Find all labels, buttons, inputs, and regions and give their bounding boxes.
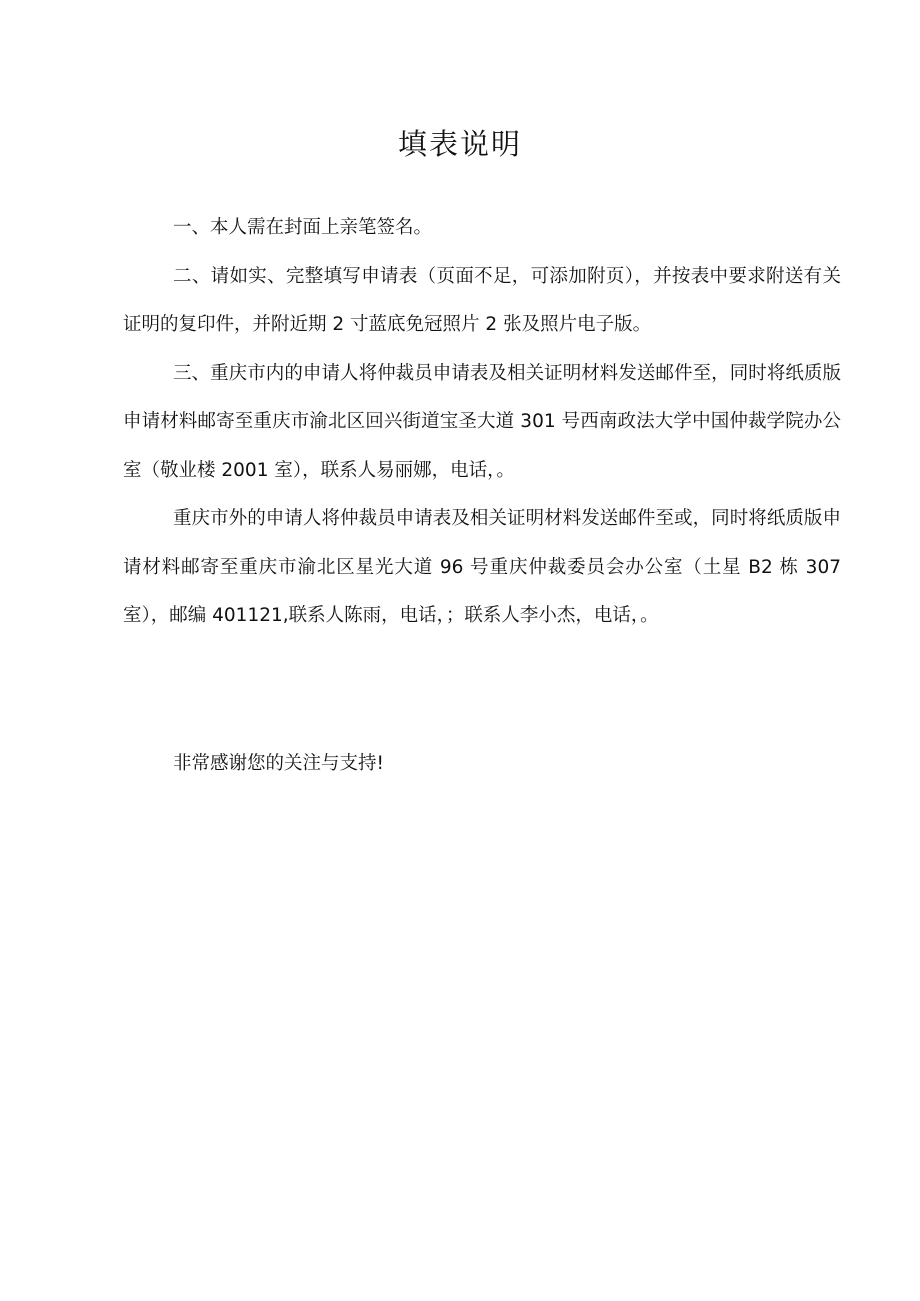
instruction-1: 一、本人需在封面上亲笔签名。 xyxy=(173,217,433,238)
closing-thanks: 非常感谢您的关注与支持! xyxy=(173,753,384,774)
document-title: 填表说明 xyxy=(397,127,522,161)
instructions-body xyxy=(123,204,841,641)
instruction-3: 三、重庆市内的申请人将仲裁员申请表及相关证明材料发送邮件至，同时将纸质版申请材料邮寄至重庆市渝北区回兴街道宝圣大道 301 号西南政法大学中国仲裁学院办公室（敬业楼 2001 室），联系人易丽娜，电话，。 xyxy=(123,362,841,481)
instruction-4: 重庆市外的申请人将仲裁员申请表及相关证明材料发送邮件至或，同时将纸质版申请材料邮寄至重庆市渝北区星光大道 96 号重庆仲裁委员会办公室（土星 B2 栋 307 室），邮编 401121,联系人陈雨，电话，；联系人李小杰，电话，。 xyxy=(123,508,841,626)
instruction-2: 二、请如实、完整填写申请表（页面不足，可添加附页），并按表中要求附送有关证明的复印件，并附近期 2 寸蓝底免冠照片 2 张及照片电子版。 xyxy=(123,265,841,335)
